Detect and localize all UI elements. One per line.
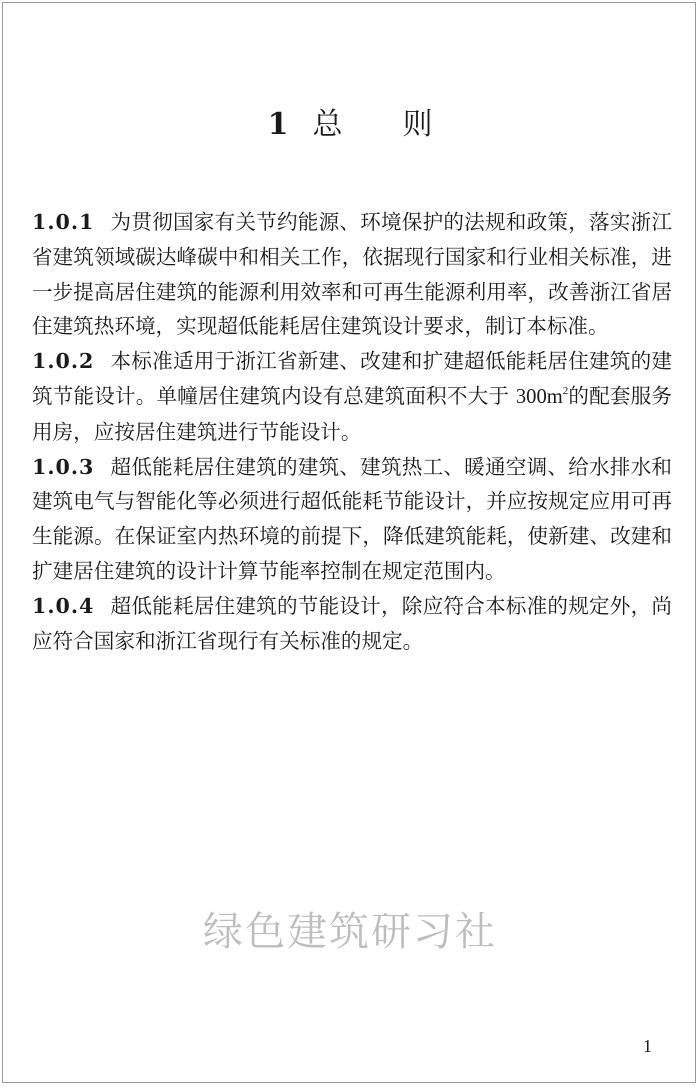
clause-1-0-1 bbox=[32, 205, 672, 344]
clause-1-0-3 bbox=[32, 450, 672, 589]
clause-number: 1.0.3 bbox=[32, 454, 95, 479]
clause-1-0-4 bbox=[32, 589, 672, 659]
clause-number: 1.0.1 bbox=[32, 210, 95, 234]
chapter-number: 1 bbox=[267, 107, 289, 142]
clause-number: 1.0.4 bbox=[32, 593, 95, 618]
area-number: 300 bbox=[515, 385, 547, 408]
area-unit: m bbox=[546, 385, 563, 408]
clause-text: 超低能耗居住建筑的建筑、建筑热工、暖通空调、给水排水和建筑电气与智能化等必须进行超低能耗节能设计，并应按规定应用可再生能源。在保证室内热环境的前提下，降低建筑能耗，使新建、改建和扩建居住建筑的设计计算节能率控制在规定范围内。 bbox=[32, 454, 672, 583]
area-value bbox=[516, 386, 568, 408]
clause-number: 1.0.2 bbox=[32, 349, 95, 374]
clause-text: 超低能耗居住建筑的节能设计，除应符合本标准的规定外，尚应符合国家和浙江省现行有关标准的规定。 bbox=[32, 593, 672, 653]
clause-1-0-2 bbox=[32, 344, 672, 449]
clause-text: 本标准适用于浙江省新建、改建和扩建超低能耗居住建筑的建筑节能设计。单幢居住建筑内设有总建筑面积不大于 bbox=[32, 349, 672, 408]
watermark: 绿色建筑研习社 bbox=[203, 909, 497, 955]
chapter-title bbox=[0, 105, 700, 145]
clauses-body bbox=[32, 205, 672, 658]
chapter-title-part2: 则 bbox=[402, 107, 433, 142]
clause-text-continued: 的配套服务用房，应按居住建筑进行节能设计。 bbox=[32, 383, 673, 444]
clause-text: 为贯彻国家有关节约能源、环境保护的法规和政策，落实浙江省建筑领域碳达峰碳中和相关工作，依据现行国家和行业相关标准，进一步提高居住建筑的能源利用效率和可再生能源利用率，改善浙江省居住建筑热环境，实现超低能耗居住建筑设计要求，制订本标准。 bbox=[32, 210, 672, 339]
page-number: 1 bbox=[643, 1036, 652, 1056]
area-unit-exponent: 2 bbox=[562, 384, 569, 397]
chapter-title-part1: 总 bbox=[312, 107, 343, 142]
